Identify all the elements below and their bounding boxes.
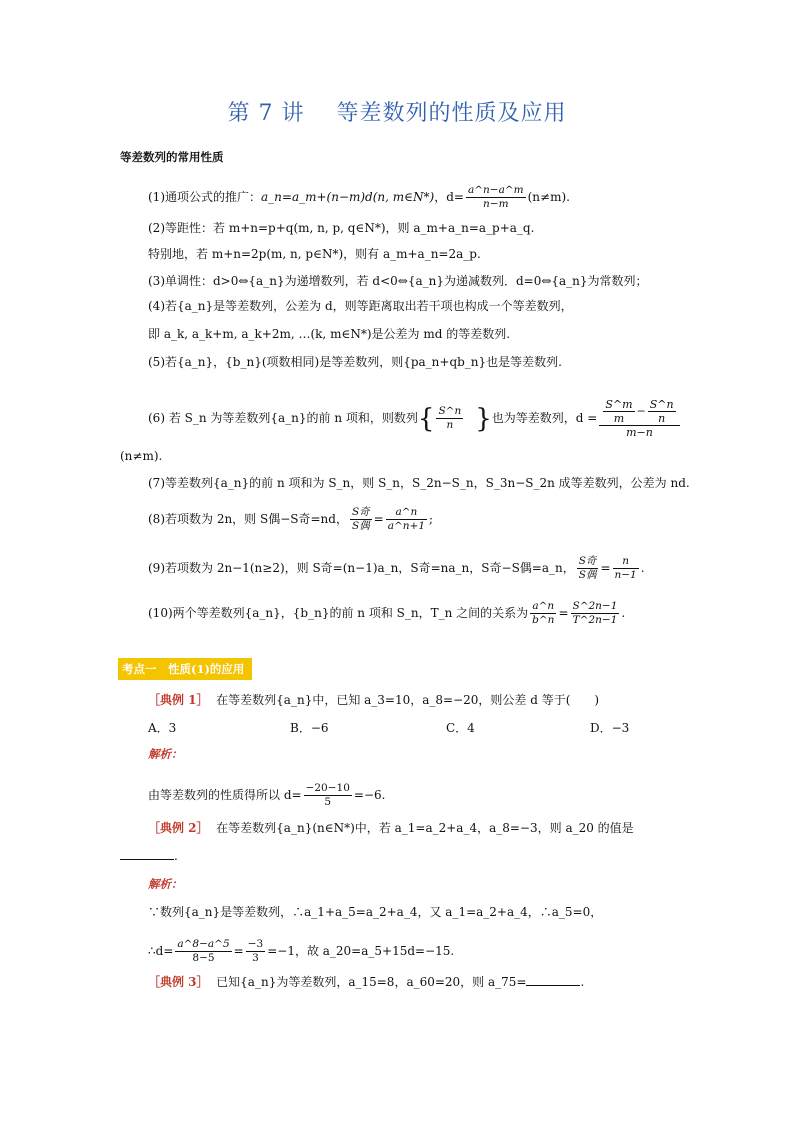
ex2-sol-fraction-1 <box>175 938 231 965</box>
property-6 <box>148 398 682 439</box>
ex1-solution <box>148 782 385 809</box>
p10-frac1-num: a^n <box>532 600 555 612</box>
ex2-solution-label: 解析： <box>148 877 183 891</box>
p10-fraction-2 <box>571 600 620 627</box>
p8-fraction-1 <box>350 506 372 533</box>
property-2b: 特别地，若 m+n=2p(m, n, p∈N*)，则有 a_m+a_n=2a_p. <box>148 247 481 261</box>
p1-fraction <box>466 184 526 211</box>
p9-fraction-1 <box>577 555 599 582</box>
ex2-sol-frac1-den: 8−5 <box>175 951 231 965</box>
property-1 <box>148 184 570 211</box>
p9-frac1-den: S偶 <box>578 569 597 581</box>
p6-pre: (6) 若 S_n 为等差数列{a_n}的前 n 项和，则数列 <box>148 411 418 425</box>
ex1-question: 在等差数列{a_n}中，已知 a_3=10，a_8=−20，则公差 d 等于( ) <box>216 693 600 707</box>
ex2-question-end: . <box>174 849 178 863</box>
p10-fraction-1 <box>530 600 556 627</box>
property-2: (2)等距性：若 m+n=p+q(m, n, p, q∈N*)，则 a_m+a_n=a_p+a_q. <box>148 221 535 235</box>
p6-top-left-den: m <box>603 411 634 425</box>
ex2-sol-post: =−1，故 a_20=a_5+15d=−15. <box>267 944 455 958</box>
property-3: (3)单调性：d>0⇔{a_n}为递增数列，若 d<0⇔{a_n}为递减数列．d=0⇔{a_n}为常数列； <box>148 274 648 288</box>
property-7: (7)等差数列{a_n}的前 n 项和为 S_n，则 S_n，S_2n−S_n，S_3n−S_2n 成等差数列，公差为 nd. <box>148 476 690 490</box>
p8-frac2-num: a^n <box>395 506 418 518</box>
ex1-option-c: C．4 <box>446 721 475 735</box>
property-9 <box>148 555 645 582</box>
ex1-sol-frac-num: −20−10 <box>305 782 350 794</box>
p6-top-right-den: n <box>648 411 676 425</box>
p9-fraction-2 <box>613 555 639 582</box>
ex2-sol-pre: ∴d= <box>148 944 174 958</box>
example-3 <box>148 974 584 990</box>
p6-brace-den: n <box>436 418 463 432</box>
example-2 <box>148 820 634 836</box>
ex3-question: 已知{a_n}为等差数列，a_15=8，a_60=20，则 a_75= <box>216 975 527 989</box>
p10-frac1-den: b^n <box>532 614 555 626</box>
ex1-sol-fraction <box>304 782 352 809</box>
ex2-label: ［典例 2］ <box>148 821 209 835</box>
p9-post: . <box>640 561 645 575</box>
p6-mid: 也为等差数列，d = <box>491 411 598 425</box>
right-brace: } <box>475 403 492 434</box>
p6-top-left-num: S^m <box>605 398 633 411</box>
ex3-label: ［典例 3］ <box>148 975 209 989</box>
p9-frac2-num: n <box>622 555 629 567</box>
property-4: (4)若{a_n}是等差数列，公差为 d，则等距离取出若干项也构成一个等差数列， <box>148 299 573 313</box>
ex3-answer-blank[interactable] <box>526 974 580 986</box>
ex1-option-d: D．−3 <box>590 721 630 735</box>
ex1-sol-frac-den: 5 <box>304 795 352 809</box>
lecture-topic: 等差数列的性质及应用 <box>336 101 567 126</box>
p10-post: . <box>621 606 626 620</box>
p6-brace-fraction <box>436 405 463 432</box>
topic-tag: 考点一 性质(1)的应用 <box>118 658 252 680</box>
ex2-solution-line1: ∵数列{a_n}是等差数列，∴a_1+a_5=a_2+a_4，又 a_1=a_2+a_4，∴a_5=0， <box>148 905 603 919</box>
p9-frac1-num: S奇 <box>578 555 597 567</box>
p6-frac-top: $\frac{S\^{}m}{m}$ − $\frac{S\^{}n}{n}$ <box>605 398 674 425</box>
p8-post: ; <box>429 512 434 526</box>
p10-frac2-num: S^2n−1 <box>572 600 618 612</box>
ex2-sol-frac1-num: a^8−a^5 <box>177 938 230 950</box>
ex2-question: 在等差数列{a_n}(n∈N*)中，若 a_1=a_2+a_4，a_8=−3，则 a_20 的值是 <box>216 821 634 835</box>
p1-post: (n≠m). <box>527 190 570 204</box>
section-heading: 等差数列的常用性质 <box>120 150 224 164</box>
p1-formula: a_n=a_m+(n−m)d(n, m∈N*) <box>261 190 435 204</box>
p9-pre: (9)若项数为 2n−1(n≥2)，则 S奇=(n−1)a_n，S奇=na_n，S奇−S偶=a_n， <box>148 561 575 575</box>
ex1-option-a: A．3 <box>148 721 177 735</box>
p1-pre: (1)通项公式的推广： <box>148 190 261 204</box>
property-8 <box>148 506 433 533</box>
ex2-answer-line <box>120 848 178 864</box>
example-1 <box>148 692 599 708</box>
property-5: (5)若{a_n}，{b_n}(项数相同)是等差数列，则{pa_n+qb_n}也是等差数列. <box>148 355 562 369</box>
property-4b: 即 a_k, a_k+m, a_k+2m, …(k, m∈N*)是公差为 md 的等差数列. <box>148 327 511 341</box>
p8-frac1-num: S奇 <box>351 506 370 518</box>
p6-frac-den: m−n <box>599 425 679 439</box>
left-brace: { <box>417 403 435 434</box>
p10-frac2-den: T^2n−1 <box>571 613 620 627</box>
ex2-solution-line2 <box>148 938 454 965</box>
p8-fraction-2 <box>386 506 427 533</box>
p1-frac-den: n−m <box>466 197 526 211</box>
ex3-question-end: . <box>580 975 585 989</box>
ex2-sol-frac2-den: 3 <box>246 951 265 965</box>
p10-eq: = <box>558 606 569 620</box>
p8-pre: (8)若项数为 2n，则 S偶−S奇=nd， <box>148 512 348 526</box>
p6-fraction <box>599 398 679 439</box>
page-title <box>0 96 794 127</box>
p1-frac-num: a^n−a^m <box>467 184 524 196</box>
p1-mid: ，d= <box>434 190 464 204</box>
ex1-solution-label: 解析： <box>148 747 183 761</box>
property-10 <box>148 600 625 627</box>
ex2-sol-frac2-num: −3 <box>247 938 264 950</box>
ex2-sol-fraction-2 <box>246 938 265 965</box>
lecture-number: 第 7 讲 <box>227 101 305 126</box>
p8-eq: = <box>373 512 384 526</box>
ex1-option-b: B．−6 <box>290 721 329 735</box>
property-6-tail: (n≠m). <box>120 449 163 463</box>
p10-pre: (10)两个等差数列{a_n}，{b_n}的前 n 项和 S_n，T_n 之间的关系为 <box>148 606 529 620</box>
ex1-label: ［典例 1］ <box>148 693 209 707</box>
p9-frac2-den: n−1 <box>614 569 637 581</box>
p6-brace-num: S^n <box>438 405 462 417</box>
p8-frac2-den: a^n+1 <box>387 520 426 532</box>
ex2-sol-eq: = <box>233 944 244 958</box>
p6-top-right-num: S^n <box>649 398 674 411</box>
p9-eq: = <box>600 561 611 575</box>
p8-frac1-den: S偶 <box>351 520 370 532</box>
ex1-sol-post: =−6. <box>353 788 386 802</box>
ex1-sol-pre: 由等差数列的性质得所以 d= <box>148 788 302 802</box>
ex2-answer-blank[interactable] <box>120 848 174 860</box>
